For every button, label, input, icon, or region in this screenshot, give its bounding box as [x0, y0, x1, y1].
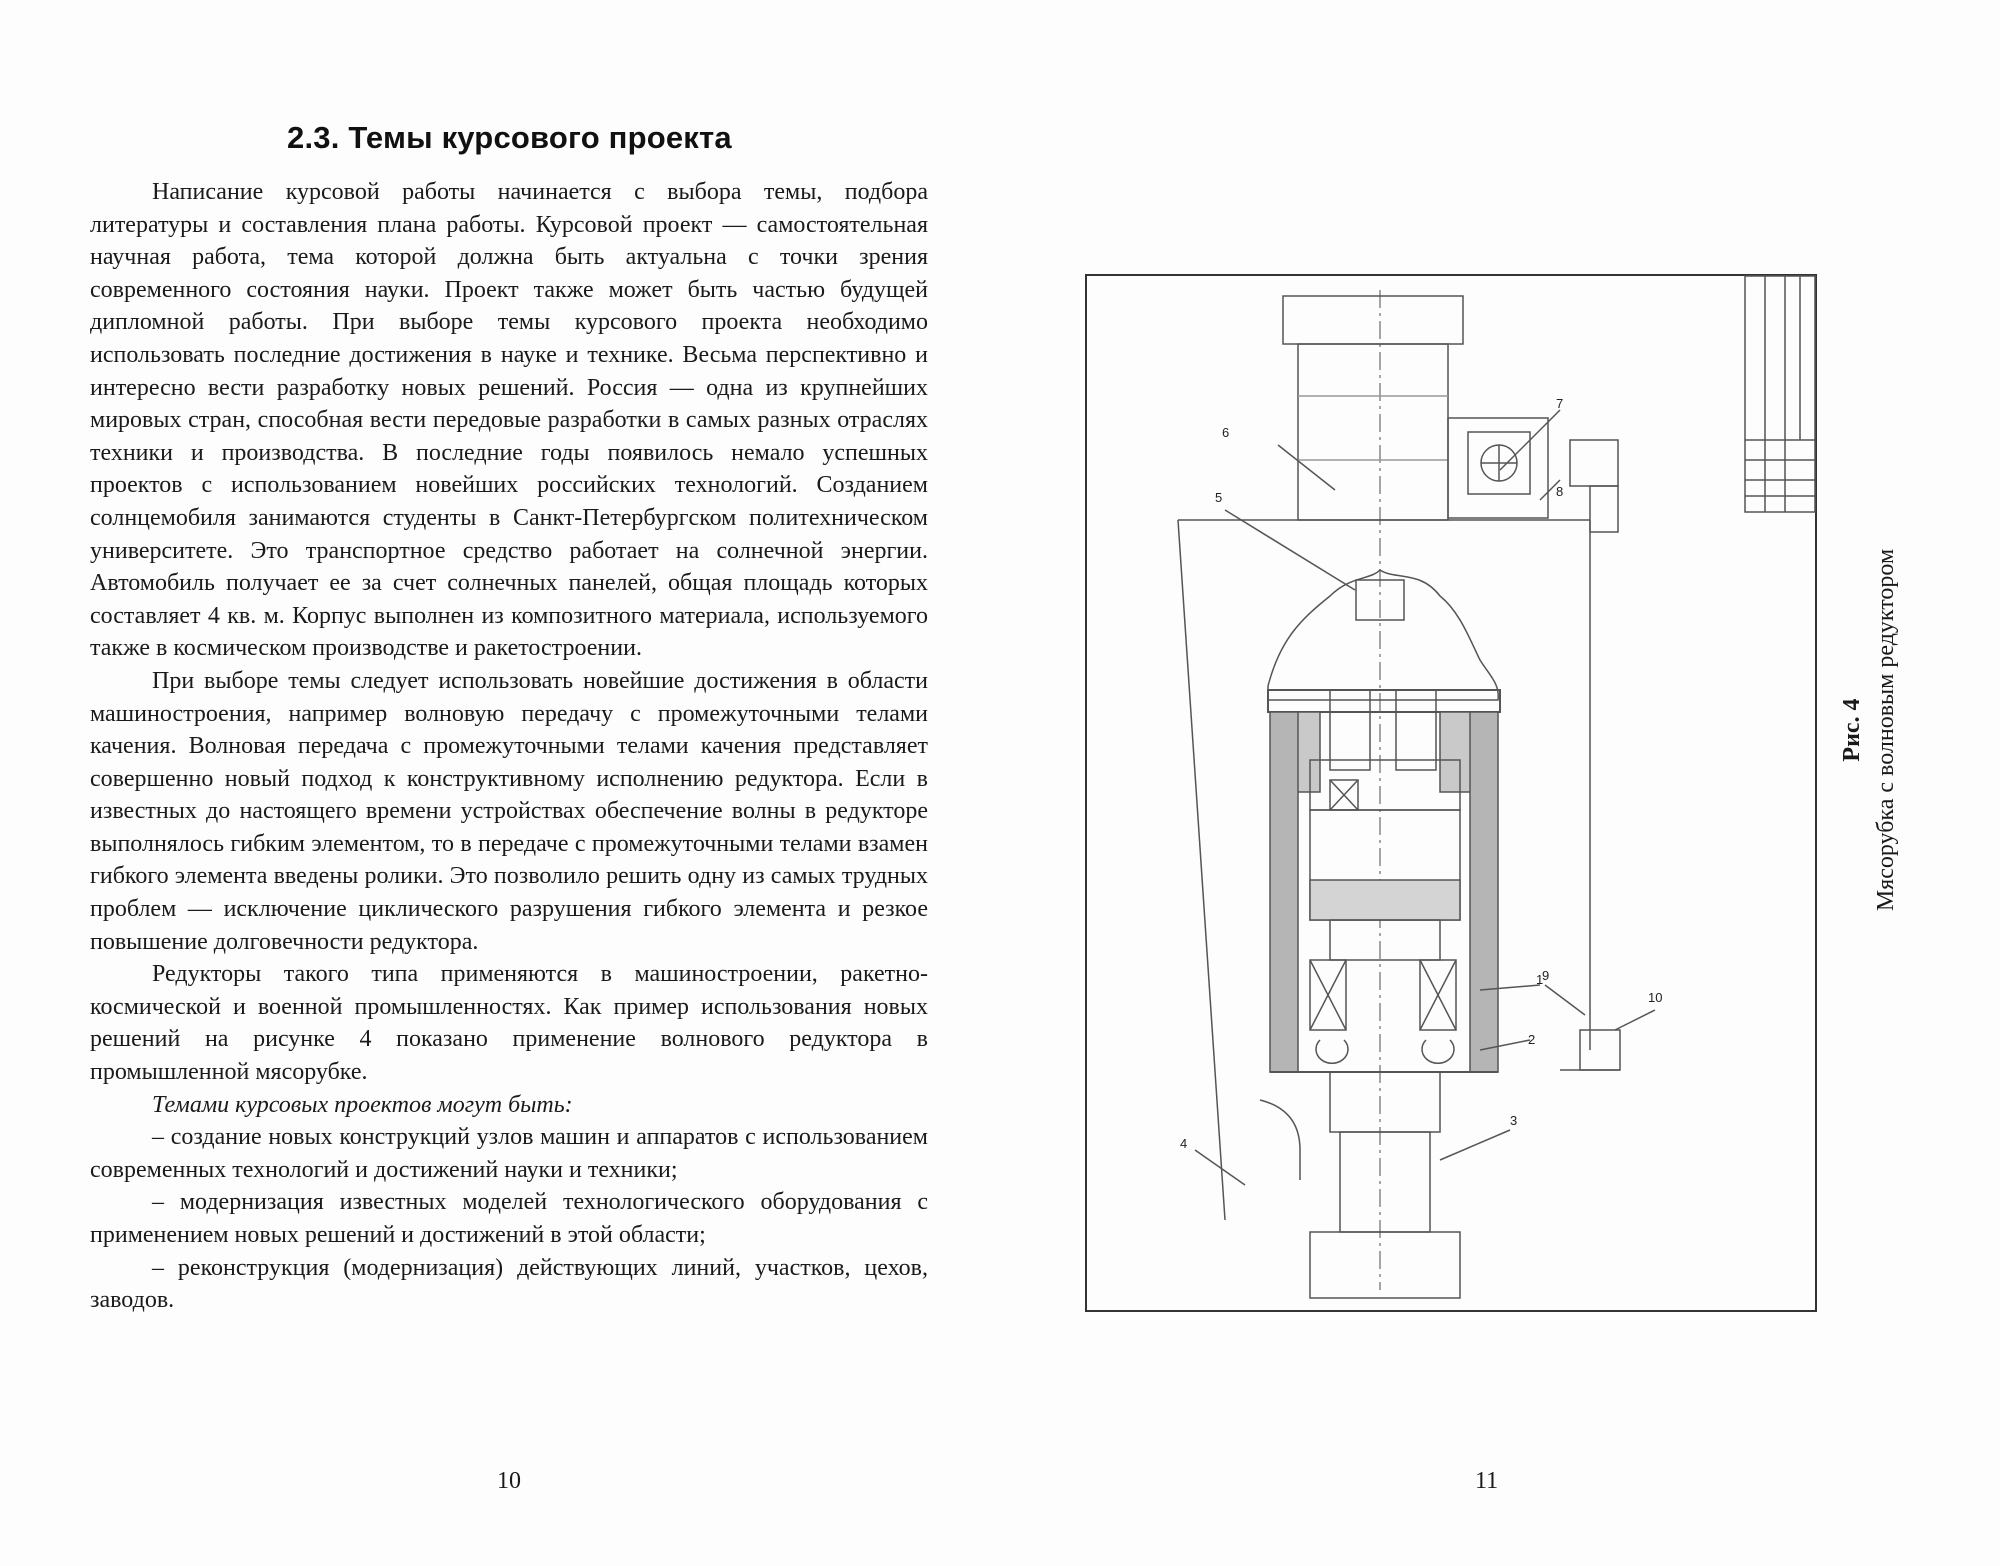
- paragraph: Редукторы такого типа применяются в машиностроении, ракетно-космической и военной промышленностях. Как пример использования новых решений на рисунке 4 показано применение волнового редуктора в промышленной мясорубке.: [90, 961, 928, 1086]
- list-item: – реконструкция (модернизация) действующих линий, участков, цехов, заводов.: [90, 1254, 928, 1314]
- paragraph-italic: Темами курсовых проектов могут быть:: [152, 1091, 573, 1118]
- terminal-box: [1448, 418, 1548, 518]
- part-label: 8: [1556, 484, 1564, 499]
- paragraph: При выборе темы следует использовать новейшие достижения в области машиностроения, например волновую передачу с промежуточными телами качения. Волновая передача с промежуточными телами качения представляет совершенно новый подход к конструктивному исполнению редуктора. Если в известных до настоящего времени устройствах обеспечение волны в редукторе выполнялось гибким элементом, то в передаче с промежуточными телами взамен гибкого элемента введены ролики. Это позволило решить одну из самых трудных проблем — исключение циклического разрушения гибкого элемента и резкое повышение долговечности редуктора.: [90, 667, 928, 955]
- part-label: 9: [1542, 968, 1550, 983]
- part-label: 4: [1180, 1136, 1188, 1151]
- title-block: [1745, 276, 1815, 512]
- list-item: – создание новых конструкций узлов машин и аппаратов с использованием современных технологий и достижений науки и техники;: [90, 1124, 928, 1183]
- paragraph: Написание курсовой работы начинается с выбора темы, подбора литературы и составления плана работы. Курсовой проект — самостоятельная научная работа, тема которой должна быть актуальна с точки зрения современного состояния науки. Проект также может быть частью будущей дипломной работы. При выборе темы курсового проекта необходимо использовать последние достижения в науке и технике. Весьма перспективно и интересно вести разработку новых решений. Россия — одна из крупнейших мировых стран, способная вести передовые разработки в самых разных отраслях техники и производства. В последние годы появилось немало успешных проектов с использованием новейших российских технологий. Созданием солнцемобиля занимаются студенты в Санкт-Петербургском политехническом университете. Это транспортное средство работает на солнечной энергии. Автомобиль получает ее за счет солнечных панелей, общая площадь которых составляет 4 кв. м. Корпус выполнен из композитного материала, используемого также в космическом производстве и ракетостроении.: [90, 179, 928, 662]
- broken-section: [1268, 570, 1498, 700]
- page-number-right: 11: [1475, 1468, 1499, 1494]
- figure-title: Мясорубка с волновым редуктором: [1873, 548, 1899, 912]
- part-label: 3: [1510, 1113, 1518, 1128]
- figure-label: Рис. 4: [1839, 698, 1865, 762]
- part-label: 10: [1648, 990, 1663, 1005]
- part-label: 7: [1556, 396, 1564, 411]
- part-label: 1: [1536, 972, 1544, 987]
- part-label: 6: [1222, 425, 1230, 440]
- part-label: 2: [1528, 1032, 1536, 1047]
- page-number-left: 10: [497, 1468, 521, 1494]
- motor-cap: [1283, 296, 1463, 344]
- list-item: – модернизация известных моделей технологического оборудования с применением новых решений и достижений в этой области;: [90, 1189, 928, 1248]
- figure-caption: [1835, 490, 1925, 970]
- motor-body: [1298, 344, 1448, 520]
- part-label: 5: [1215, 490, 1223, 505]
- section-heading: 2.3. Темы курсового проекта: [287, 120, 732, 155]
